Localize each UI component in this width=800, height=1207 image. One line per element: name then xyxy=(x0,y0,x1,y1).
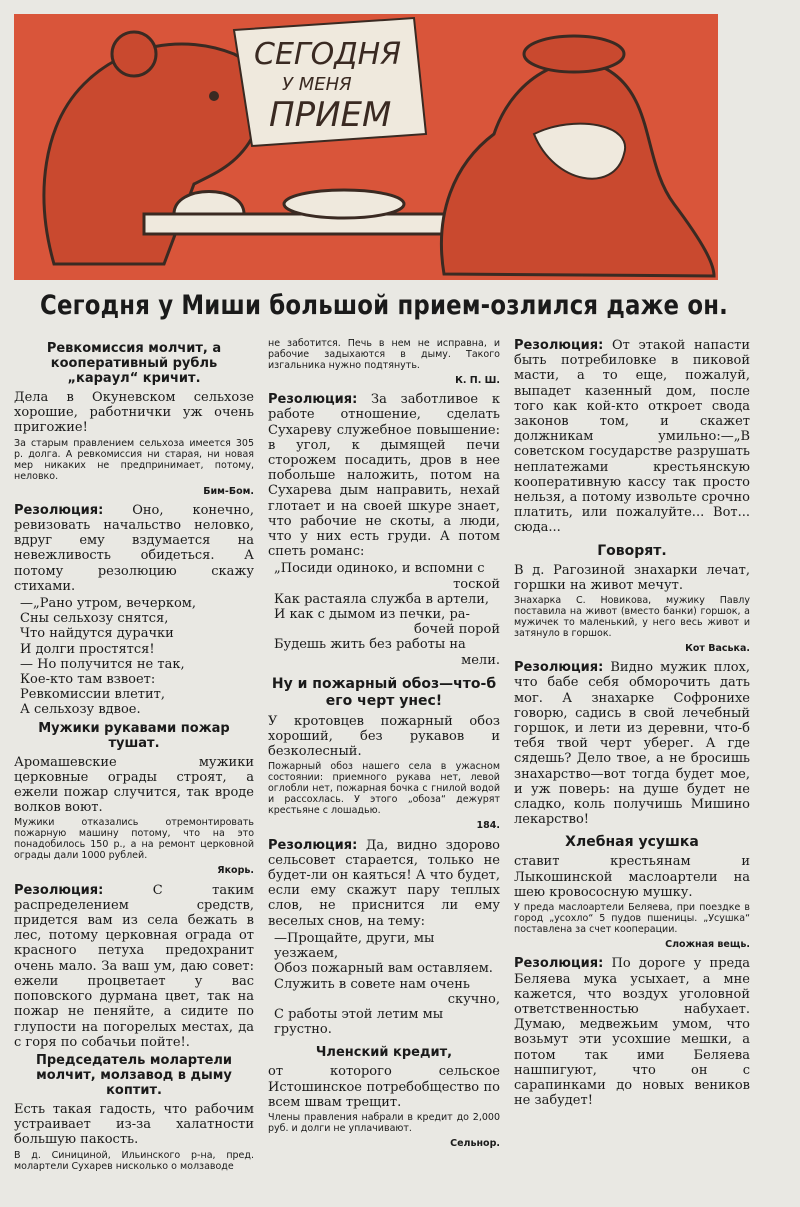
resolution-label: Резолюция: xyxy=(14,882,104,898)
correspondent-note: не заботится. Печь в нем не исправна, и рабочие задыхаются в дыму. Такого изгальника нужно подтянуть. xyxy=(268,338,500,371)
verse-line: тоской xyxy=(453,576,500,592)
resolution-label: Резолюция: xyxy=(268,837,358,853)
resolution-label: Резолюция: xyxy=(514,338,604,353)
romance-verse xyxy=(274,561,500,667)
resolution-label: Резолюция: xyxy=(268,392,358,408)
cartoon-illustration xyxy=(14,14,718,280)
signature: Сельнор. xyxy=(450,1137,500,1149)
verse-line: Как растаяла служба в артели, xyxy=(274,591,490,607)
verse-line: —„Рано утром, вечерком, xyxy=(20,596,197,612)
resolution xyxy=(514,660,750,827)
resolution-text: С таким распределением средств, придется вам из села бежать в лес, потому церковная ограда от красного петуха предохранит очень мало. За ваш ум, даю совет: ежели процветает у вас поповского дурмана цвет, так на пожар не пеняйте, а сидите по глупости на погорелых местах, да с горя по собачьи пойте!. xyxy=(14,882,254,1050)
resolution xyxy=(268,838,500,929)
column-1 xyxy=(14,338,254,1174)
article-body: В д. Рагозиной знахарки лечат, горшки на живот мечут. xyxy=(514,562,750,593)
resolution xyxy=(14,883,254,1050)
column-3 xyxy=(514,338,750,1110)
resolution-text: За заботливое к работе отношение, сделать Сухареву служебное повышение: в угол, к дымящей печи сторожем посадить, дров в нее побольше наложить, потом на Сухарева дым направить, нехай глотает и на своей шкуре знает, что рабочие не скоты, а люди, что у них есть груди. А потом спеть романс: xyxy=(268,392,500,560)
verse-line: А сельхозу вдвое. xyxy=(20,702,141,718)
resolution xyxy=(514,338,750,536)
article-body: ставит крестьянам и Лыкошинской маслоартели на шею кровососную мушку. xyxy=(514,854,750,900)
article-body: Дела в Окуневском сельхозе хорошие, работнички уж очень пригожие! xyxy=(14,390,254,436)
verse-line: Служить в совете нам очень xyxy=(274,976,470,992)
resolution-label: Резолюция: xyxy=(514,660,604,676)
resolution-text: Оно, конечно, ревизовать начальство неловко, вдруг ему вздумается на невежливость обидеться. А потому резолюцию скажу стихами. xyxy=(14,502,254,594)
bear-eye xyxy=(209,91,219,101)
verse-line: скучно, xyxy=(447,991,500,1007)
peasant-hat xyxy=(524,36,624,72)
signature: К. П. Ш. xyxy=(455,375,500,386)
verse xyxy=(274,931,500,1037)
article-title: Председатель молартели молчит, молзавод в дыму коптит. xyxy=(35,1052,233,1098)
resolution-label: Резолюция: xyxy=(14,502,104,518)
verse-line: мели. xyxy=(461,652,500,668)
resolution-text: Да, видно здорово сельсовет старается, только не будет-ли он каяться! А что будет, если ему скажут пару теплых слов, не приснится ли ему веселых снов, на тему: xyxy=(268,837,500,929)
verse-line: С работы этой летим мы грустно. xyxy=(274,1006,444,1038)
article-title: Ну и пожарный обоз—что-б его черт унес! xyxy=(271,675,497,709)
resolution xyxy=(268,392,500,559)
article-title: Членский кредит, xyxy=(315,1045,453,1061)
bear-ear xyxy=(112,32,156,76)
verse-line: Что найдутся дурачки xyxy=(20,626,174,642)
signature: Якорь. xyxy=(217,865,254,877)
article-body: от которого сельское Истошинское потребобщество по всем швам трещит. xyxy=(268,1064,500,1110)
column-2 xyxy=(268,338,500,1155)
verse-line: Кое-кто там взвоет: xyxy=(20,672,156,688)
correspondent-note: У преда маслоартели Беляева, при поездке в город „усохло“ 5 пудов пшеницы. „Усушка“ поставлена за счет кооперации. xyxy=(514,902,750,936)
resolution-text: От этакой напасти быть потребиловке в пиковой масти, а то еще, пожалуй, выпадет казенный дом, после того как кой-кто откроет свода законов том, и скажет должникам умильно:—„В советском государстве разрушать неплатежами крестьянскую кооперативную кассу так просто нельзя, а потому извольте срочно платить, или пожалуйте... Вот... сюда... xyxy=(514,338,750,536)
caption-line1: СЕГОДНЯ xyxy=(254,37,402,72)
correspondent-note: В д. Синициной, Ильинского р-на, пред. молартели Сухарев нисколько о молзаводе xyxy=(14,1149,254,1172)
resolution-text: По дороге у преда Беляева мука усыхает, а мне кажется, что воздух уголовной ответственностью набухает. Думаю, медвежьим умом, что возьмут эти усохшие мешки, а потом так ими Беляева нашпигуют, что он с сарапинками до новых веников не забудет! xyxy=(514,956,750,1109)
correspondent-note: Пожарный обоз нашего села в ужасном состоянии: приемного рукава нет, левой оглобли нет, пожарная бочка с гнилой водой и рассохлась. У этого „обоза“ дежурят крестьяне с лошадью. xyxy=(268,761,500,817)
bowl xyxy=(284,190,404,218)
verse-line: — Но получится не так, xyxy=(20,656,185,672)
article-title: Ревкомиссия молчит, а кооперативный рубль „караул“ кричит. xyxy=(46,341,222,386)
verse-line: И долги простятся! xyxy=(20,641,155,657)
article-title: Говорят. xyxy=(597,542,667,559)
resolution-label: Резолюция: xyxy=(514,956,604,972)
verse-line: И как с дымом из печки, ра- xyxy=(274,607,470,623)
verse-line: Ревкомиссии влетит, xyxy=(20,687,165,703)
caption-line2: У МЕНЯ xyxy=(282,74,352,95)
resolution xyxy=(514,956,750,1108)
article-body: Есть такая гадость, что рабочим устраивает из-за халатности большую пакость. xyxy=(14,1101,254,1148)
signature: Кот Васька. xyxy=(685,643,750,655)
resolution xyxy=(14,503,254,594)
verse-line: бочей порой xyxy=(413,622,500,638)
correspondent-note: Члены правления набрали в кредит до 2,000 руб. и долги не уплачивают. xyxy=(268,1111,500,1134)
page-headline: Сегодня у Миши большой прием-озлился даже он. xyxy=(40,290,729,321)
verse xyxy=(20,596,254,718)
correspondent-note: За старым правлением сельхоза имеется 305 р. долга. А ревкомиссия ни старая, ни новая мер никаких не предпринимает, потому, неловко. xyxy=(14,437,254,482)
signature: Бим-Бом. xyxy=(203,485,254,497)
correspondent-note: Мужики отказались отремонтировать пожарную машину потому, что на это понадобилось 150 р., а на ремонт церковной ограды дали 1000 рублей. xyxy=(14,817,254,862)
verse-line: —Прощайте, други, мы уезжаем, xyxy=(274,930,435,962)
article-body: Аромашевские мужики церковные ограды строят, а ежели пожар случится, так вроде волков воют. xyxy=(14,754,254,816)
signature: Сложная вещь. xyxy=(665,939,750,951)
signature: 184. xyxy=(476,820,500,832)
caption-line3: ПРИЕМ xyxy=(269,95,392,135)
article-title: Хлебная усушка xyxy=(565,834,699,851)
verse-line: Сны сельхозу снятся, xyxy=(20,611,169,627)
resolution-text: Видно мужик плох, что бабе себя обморочить дать мог. А знахарке Софронихе говорю, садись в свой лечебный горшок, и лети из деревни, что-б тебя твой черт уберег. А где сядешь? Дело твое, а не бросишь знахарство—вот тогда будет мое, и уж поверь: на душе будет не сладко, коль получишь Мишино лекарство! xyxy=(514,660,750,828)
verse-line: Обоз пожарный вам оставляем. xyxy=(274,961,493,977)
article-body: У кротовцев пожарный обоз хороший, без рукавов и безколесный. xyxy=(268,713,500,760)
verse-line: „Посиди одиноко, и вспомни с xyxy=(274,561,485,577)
verse-line: Будешь жить без работы на xyxy=(274,637,466,653)
article-title: Мужики рукавами пожар тушат. xyxy=(38,720,230,751)
correspondent-note: Знахарка С. Новикова, мужику Павлу поставила на живот (вместо банки) горшок, а мужичек то маленький, у него весь живот и затянуло в горшок. xyxy=(514,595,750,640)
